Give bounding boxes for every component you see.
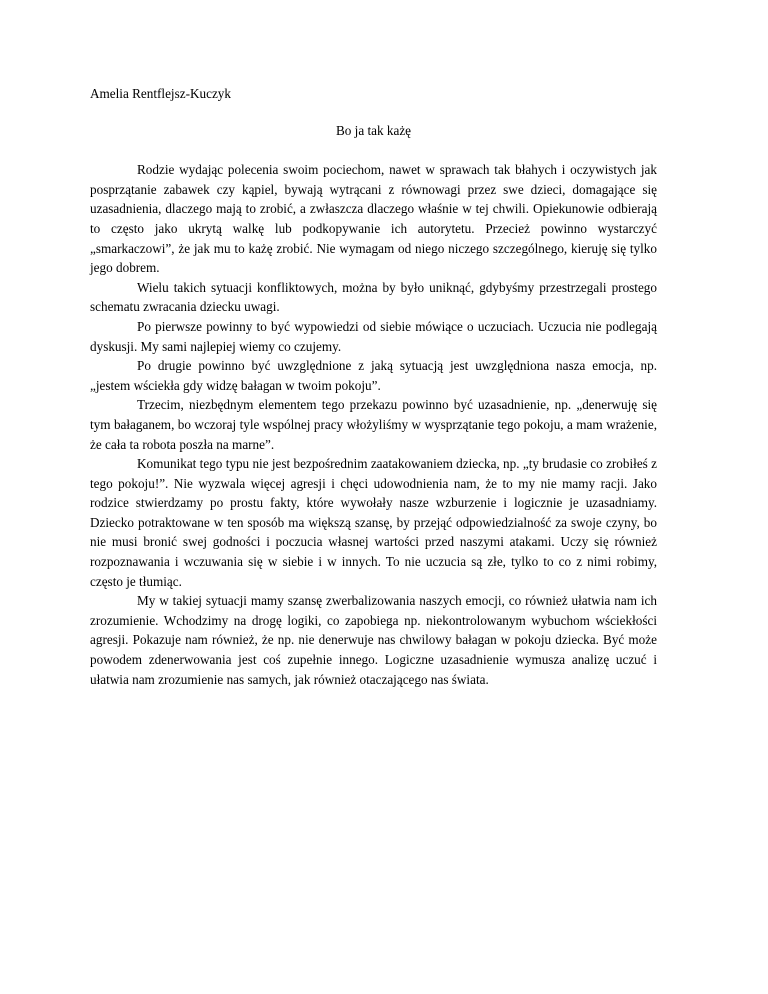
paragraph: Wielu takich sytuacji konfliktowych, można by było uniknąć, gdybyśmy przestrzegali prostego schematu zwracania dziecku uwagi. xyxy=(90,279,657,315)
document-title: Bo ja tak każę xyxy=(335,122,412,138)
document-page xyxy=(90,84,657,689)
paragraph: Trzecim, niezbędnym elementem tego przekazu powinno być uzasadnienie, np. „denerwuję się tym bałaganem, bo wczoraj tyle wspólnej pracy włożyliśmy w wysprzątanie tego pokoju, a mam wrażenie, że cała ta robota poszła na marne”. xyxy=(90,397,657,452)
paragraph: Rodzie wydając polecenia swoim pociechom, nawet w sprawach tak błahych i oczywistych jak posprzątanie zabawek czy kąpiel, bywają wytrącani z równowagi przez swe dzieci, domagające się uzasadnienia, dlaczego mają to zrobić, a zwłaszcza dlaczego właśnie w tej chwili. Opiekunowie odbierają to często jako ukrytą walkę lub podkopywanie ich autorytetu. Przecież powinno wystarczyć „smarkaczowi”, że jak mu to każę zrobić. Nie wymagam od niego niczego szczególnego, kieruję się tylko jego dobrem. xyxy=(90,162,657,276)
document-body xyxy=(90,160,657,689)
paragraph: Komunikat tego typu nie jest bezpośrednim zaatakowaniem dziecka, np. „ty brudasie co zrobiłeś z tego pokoju!”. Nie wyzwala więcej agresji i chęci udowodnienia nam, że to my nie mamy racji. Jako rodzice stwierdzamy po prostu fakty, które wywołały nasze wzburzenie i logicznie je uzasadniamy. Dziecko potraktowane w ten sposób ma większą szansę, by przejąć odpowiedzialność za swoje czyny, bo nie musi bronić swej godności i poczucia własnej wartości przed naszymi atakami. Uczy się również rozpoznawania i wczuwania się w siebie i w innych. To nie uczucia są złe, tylko to co z nimi robimy, często je tłumiąc. xyxy=(90,456,657,589)
paragraph: Po drugie powinno być uwzględnione z jaką sytuacją jest uwzględniona nasza emocja, np. „jestem wściekła gdy widzę bałagan w twoim pokoju”. xyxy=(90,358,657,393)
paragraph: Po pierwsze powinny to być wypowiedzi od siebie mówiące o uczuciach. Uczucia nie podlegają dyskusji. My sami najlepiej wiemy co czujemy. xyxy=(90,318,657,354)
paragraph: My w takiej sytuacji mamy szansę zwerbalizowania naszych emocji, co również ułatwia nam ich zrozumienie. Wchodzimy na drogę logiki, co zapobiega np. niekontrolowanym wybuchom wściekłości agresji. Pokazuje nam również, że np. nie denerwuje nas chwilowy bałagan w pokoju dziecka. Być może powodem zdenerwowania jest coś zupełnie innego. Logiczne uzasadnienie wymusza analizę uczuć i ułatwia nam zrozumienie nas samych, jak również otaczającego nas świata. xyxy=(90,593,657,687)
author-name: Amelia Rentflejsz-Kuczyk xyxy=(90,86,231,101)
